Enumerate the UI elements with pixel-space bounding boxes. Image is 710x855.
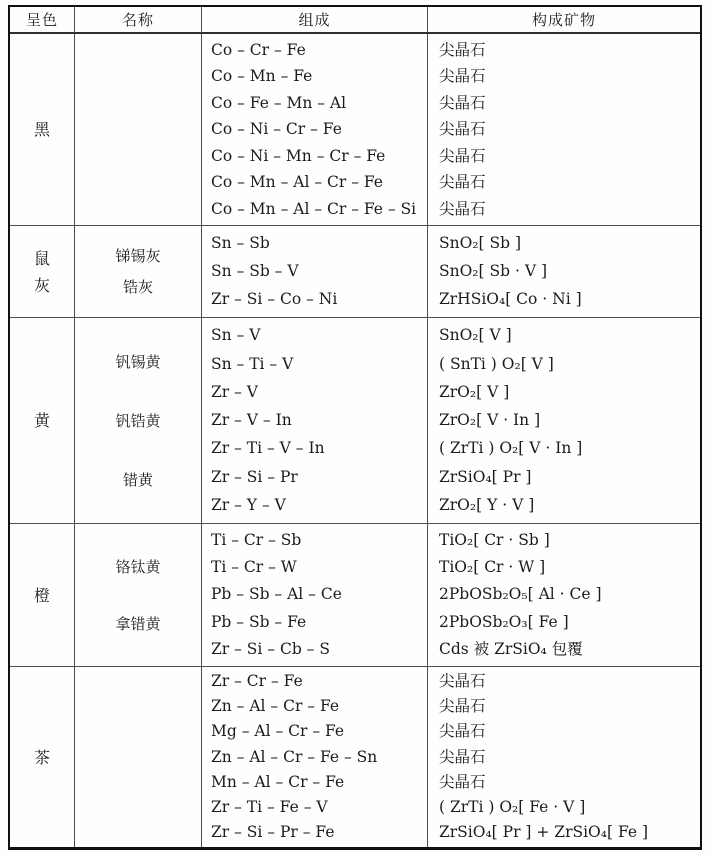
name-cell-2 xyxy=(75,318,202,524)
name-label: 钒锡黄 xyxy=(115,352,161,371)
mineral-line: ( ZrTi ) O₂[ Fe · V ] xyxy=(439,797,586,816)
mineral-line: ZrO₂[ V · In ] xyxy=(439,411,541,429)
composition-cell-0 xyxy=(202,34,428,226)
composition-line: Ti – Cr – Sb xyxy=(211,531,302,550)
mineral-line: SnO₂[ V ] xyxy=(439,326,512,345)
header-cell-minerals xyxy=(428,7,700,34)
name-cell-0 xyxy=(75,34,202,226)
composition-cell-2 xyxy=(202,318,428,524)
header-cell-composition xyxy=(202,7,428,34)
composition-line: Co – Mn – Fe xyxy=(211,67,313,85)
color-cell-2 xyxy=(10,318,75,524)
header-cell-name xyxy=(75,7,202,34)
color-label: 橙 xyxy=(33,585,50,605)
mineral-line: 尖晶石 xyxy=(439,146,486,165)
mineral-line: 2PbOSb₂O₃[ Fe ] xyxy=(439,612,569,631)
composition-cell-4 xyxy=(202,667,428,847)
composition-line: Sn – Sb xyxy=(211,234,270,252)
composition-line: Sn – Ti – V xyxy=(211,354,294,373)
composition-cell-3 xyxy=(202,524,428,667)
color-label: 鼠 xyxy=(33,248,50,268)
color-cell-4 xyxy=(10,667,75,847)
color-label: 黄 xyxy=(33,411,50,430)
header-composition-label: 组成 xyxy=(298,11,331,29)
composition-line: Co – Ni – Mn – Cr – Fe xyxy=(211,146,386,165)
name-label: 铬钛黄 xyxy=(115,557,161,576)
mineral-line: 尖晶石 xyxy=(439,199,486,218)
color-label: 灰 xyxy=(33,275,50,295)
composition-line: Co – Mn – Al – Cr – Fe – Si xyxy=(211,199,417,218)
mineral-line: SnO₂[ Sb · V ] xyxy=(439,262,547,280)
composition-cell-1 xyxy=(202,226,428,318)
mineral-line: 尖晶石 xyxy=(439,697,486,716)
pigment-table xyxy=(8,5,702,850)
composition-line: Ti – Cr – W xyxy=(211,558,297,577)
mineral-line: 尖晶石 xyxy=(439,40,486,59)
color-label: 黑 xyxy=(33,120,50,139)
composition-line: Sn – V xyxy=(211,326,261,345)
mineral-line: 尖晶石 xyxy=(439,120,486,138)
name-label: 错黄 xyxy=(122,470,153,489)
composition-line: Zr – Ti – Fe – V xyxy=(211,797,328,816)
minerals-cell-2 xyxy=(428,318,700,524)
mineral-line: ZrO₂[ Y · V ] xyxy=(439,495,535,514)
composition-line: Zr – Si – Co – Ni xyxy=(211,290,338,308)
name-cell-1 xyxy=(75,226,202,318)
header-cell-color xyxy=(10,7,75,34)
mineral-line: TiO₂[ Cr · Sb ] xyxy=(439,531,550,550)
color-cell-3 xyxy=(10,524,75,667)
composition-line: Zr – Cr – Fe xyxy=(211,672,303,691)
composition-line: Co – Mn – Al – Cr – Fe xyxy=(211,173,383,191)
header-minerals-label: 构成矿物 xyxy=(531,11,596,29)
header-name-label: 名称 xyxy=(121,11,154,29)
color-cell-0 xyxy=(10,34,75,226)
composition-line: Zr – V – In xyxy=(211,411,292,429)
composition-line: Pb – Sb – Fe xyxy=(211,612,307,631)
name-label: 锑锡灰 xyxy=(115,246,161,265)
mineral-line: 2PbOSb₂O₅[ Al · Ce ] xyxy=(439,585,602,604)
minerals-cell-0 xyxy=(428,34,700,226)
color-label: 茶 xyxy=(33,747,50,767)
minerals-cell-4 xyxy=(428,667,700,847)
composition-line: Zn – Al – Cr – Fe xyxy=(211,697,340,716)
header-color-label: 呈色 xyxy=(25,11,58,29)
name-cell-4 xyxy=(75,667,202,847)
mineral-line: 尖晶石 xyxy=(439,772,486,791)
composition-line: Sn – Sb – V xyxy=(211,262,299,280)
mineral-line: ( SnTi ) O₂[ V ] xyxy=(439,354,554,373)
composition-line: Zr – Si – Cb – S xyxy=(211,639,330,658)
composition-line: Mn – Al – Cr – Fe xyxy=(211,772,345,791)
composition-line: Co – Cr – Fe xyxy=(211,40,306,59)
composition-line: Zr – V xyxy=(211,382,258,401)
mineral-line: 尖晶石 xyxy=(439,67,486,85)
mineral-line: ZrO₂[ V ] xyxy=(439,382,510,401)
mineral-line: ZrSiO₄[ Pr ] + ZrSiO₄[ Fe ] xyxy=(439,822,649,841)
mineral-line: TiO₂[ Cr · W ] xyxy=(439,558,546,577)
mineral-line: SnO₂[ Sb ] xyxy=(439,234,522,252)
mineral-line: 尖晶石 xyxy=(439,173,486,191)
minerals-cell-1 xyxy=(428,226,700,318)
name-label: 拿错黄 xyxy=(115,614,161,633)
composition-line: Mg – Al – Cr – Fe xyxy=(211,722,345,741)
composition-line: Co – Ni – Cr – Fe xyxy=(211,120,342,138)
minerals-cell-3 xyxy=(428,524,700,667)
composition-line: Zr – Ti – V – In xyxy=(211,439,325,458)
composition-line: Zr – Y – V xyxy=(211,495,286,514)
mineral-line: 尖晶石 xyxy=(439,747,486,766)
color-cell-1 xyxy=(10,226,75,318)
mineral-line: 尖晶石 xyxy=(439,672,486,691)
composition-line: Zr – Si – Pr – Fe xyxy=(211,822,335,841)
composition-line: Co – Fe – Mn – Al xyxy=(211,93,347,112)
name-label: 钒锆黄 xyxy=(115,411,161,430)
mineral-line: 尖晶石 xyxy=(439,93,486,112)
composition-line: Pb – Sb – Al – Ce xyxy=(211,585,342,604)
mineral-line: ( ZrTi ) O₂[ V · In ] xyxy=(439,439,583,458)
name-cell-3 xyxy=(75,524,202,667)
composition-line: Zn – Al – Cr – Fe – Sn xyxy=(211,747,378,766)
composition-line: Zr – Si – Pr xyxy=(211,467,298,486)
name-label: 锆灰 xyxy=(122,277,153,296)
mineral-line: 尖晶石 xyxy=(439,722,486,741)
mineral-line: Cds 被 ZrSiO₄ 包覆 xyxy=(439,639,583,658)
mineral-line: ZrSiO₄[ Pr ] xyxy=(439,467,532,486)
mineral-line: ZrHSiO₄[ Co · Ni ] xyxy=(439,290,582,308)
